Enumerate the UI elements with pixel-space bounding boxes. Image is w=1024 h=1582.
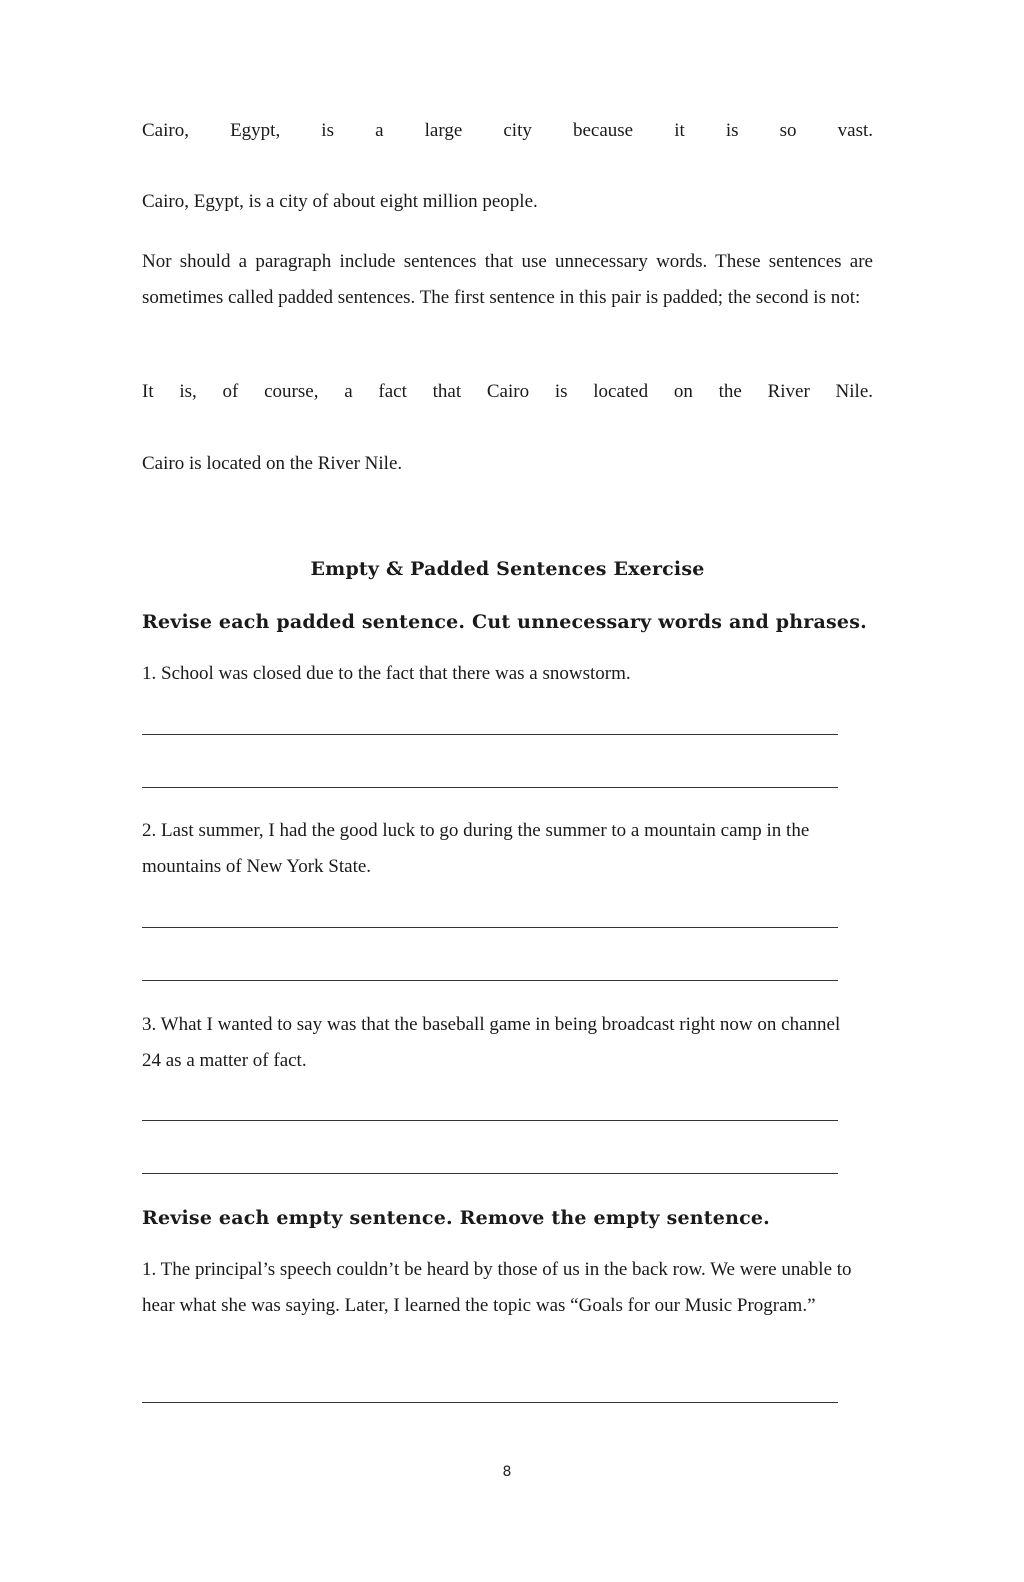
answer-line[interactable] — [142, 787, 838, 788]
page-number: 8 — [502, 1464, 512, 1480]
padded-item-2: 2. Last summer, I had the good luck to go during the summer to a mountain camp in the mountains of New York State. — [142, 820, 810, 877]
answer-line[interactable] — [142, 1402, 838, 1403]
answer-line[interactable] — [142, 734, 838, 735]
padded-explanation-paragraph: Nor should a paragraph include sentences that use unnecessary words. These sentences are sometimes called padded sentences. The first sentence in this pair is padded; the second is not: — [142, 251, 873, 308]
exercise-title: Empty & Padded Sentences Exercise — [310, 558, 705, 580]
padded-instruction: Revise each padded sentence. Cut unnecessary words and phrases. — [142, 611, 867, 633]
padded-sentence-revised: Cairo is located on the River Nile. — [142, 453, 403, 474]
padded-item-1: 1. School was closed due to the fact that there was a snowstorm. — [142, 663, 631, 684]
padded-sentence-example: It is, of course, a fact that Cairo is located on the River Nile. — [142, 381, 873, 402]
empty-sentence-revised: Cairo, Egypt, is a city of about eight million people. — [142, 191, 538, 212]
empty-instruction: Revise each empty sentence. Remove the empty sentence. — [142, 1207, 770, 1229]
empty-item-1: 1. The principal’s speech couldn’t be heard by those of us in the back row. We were unable to hear what she was saying. Later, I learned the topic was “Goals for our Music Program.” — [142, 1259, 852, 1316]
answer-line[interactable] — [142, 1120, 838, 1121]
answer-line[interactable] — [142, 980, 838, 981]
answer-line[interactable] — [142, 1173, 838, 1174]
empty-sentence-example: Cairo, Egypt, is a large city because it is so vast. — [142, 120, 873, 141]
padded-item-3: 3. What I wanted to say was that the baseball game in being broadcast right now on channel 24 as a matter of fact. — [142, 1014, 841, 1071]
answer-line[interactable] — [142, 927, 838, 928]
